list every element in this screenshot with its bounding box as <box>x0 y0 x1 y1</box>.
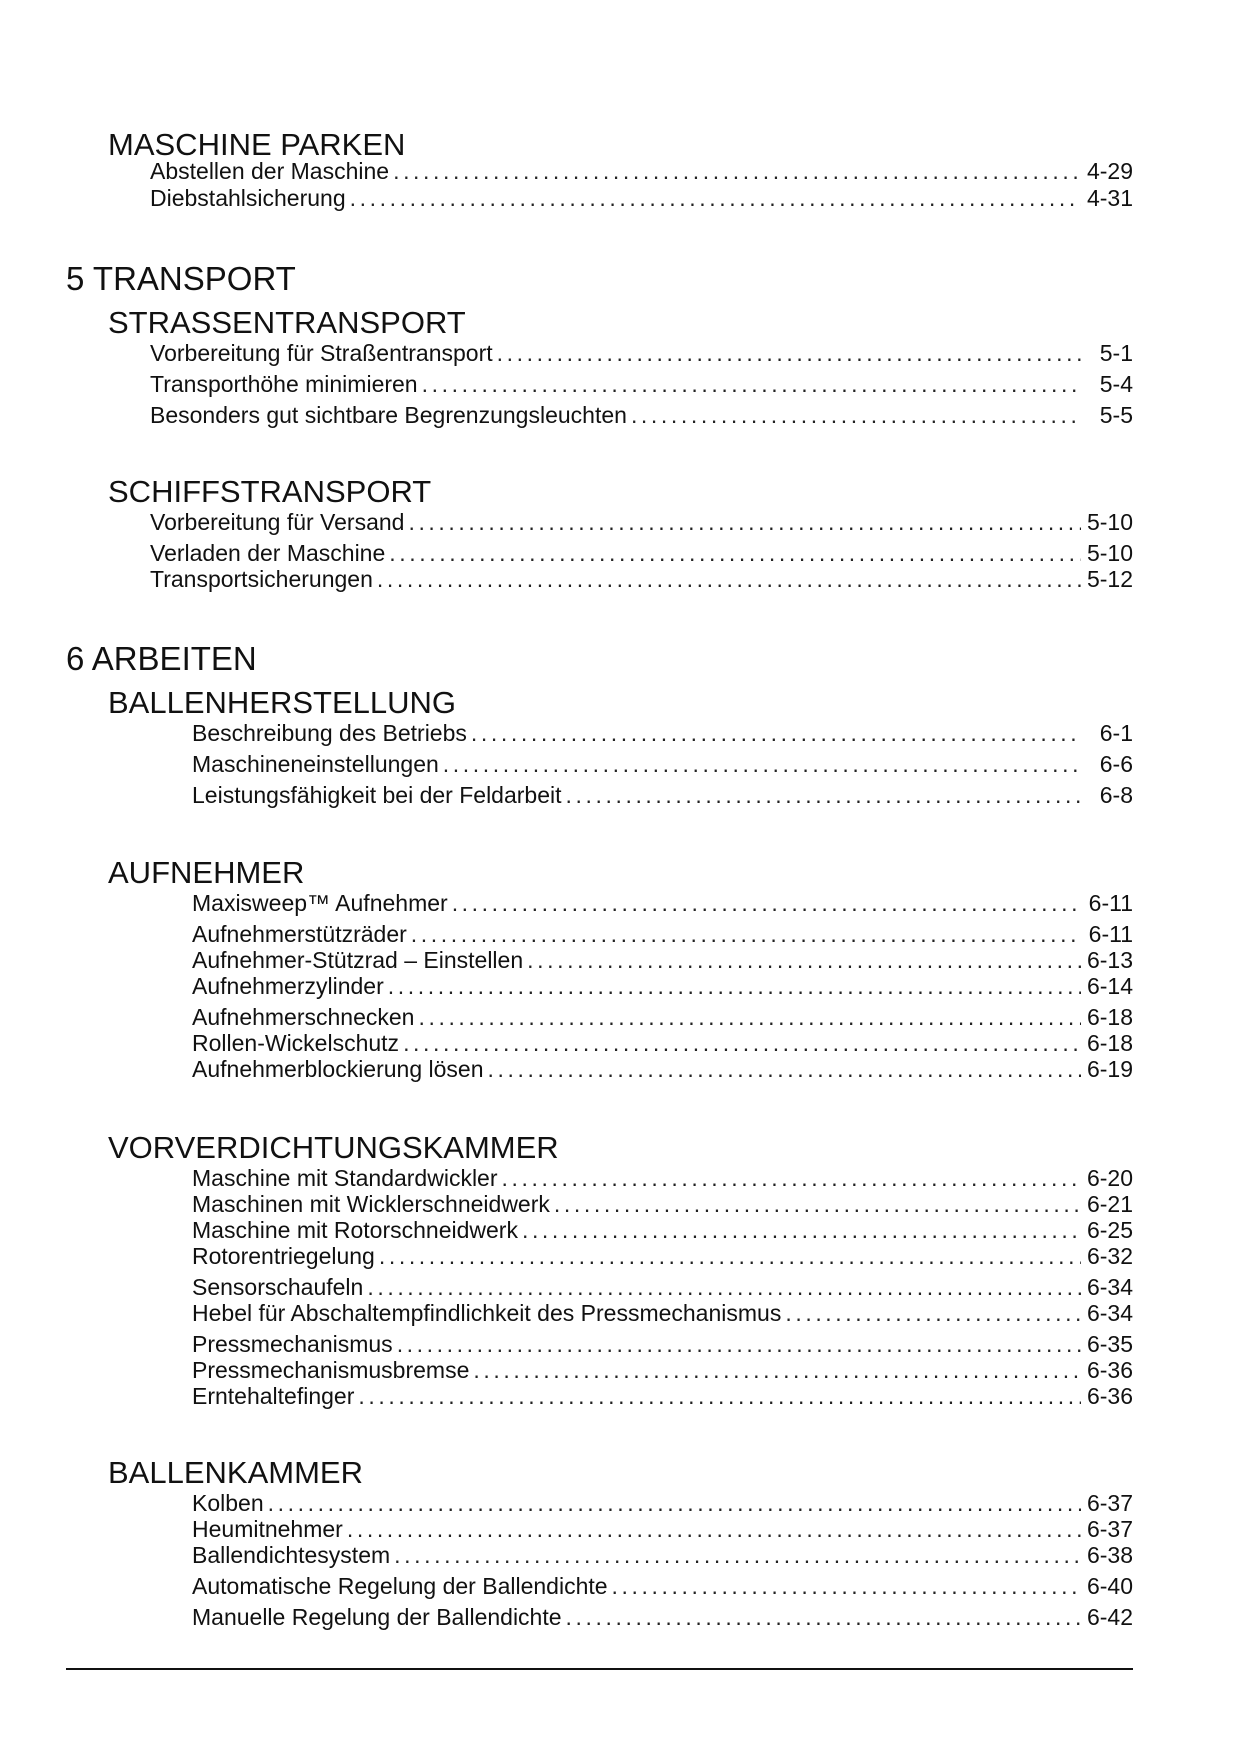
toc-entry-page: 6-19 <box>1086 1056 1133 1082</box>
toc-entry[interactable] <box>192 1604 1133 1630</box>
toc-entry[interactable] <box>192 1217 1133 1243</box>
toc-entry[interactable] <box>192 1331 1133 1357</box>
dot-leader <box>554 1191 1081 1217</box>
toc-entry-page: 6-38 <box>1086 1542 1133 1568</box>
toc-entry-title: Abstellen der Maschine <box>150 158 390 184</box>
toc-entry-title: Beschreibung des Betriebs <box>192 720 467 746</box>
toc-entry-title: Vorbereitung für Versand <box>150 509 405 535</box>
toc-entry-page: 6-11 <box>1088 890 1133 916</box>
dot-leader <box>488 1056 1081 1082</box>
chapter-heading-6: 6 ARBEITEN <box>66 640 257 677</box>
toc-entry-title: Rollen-Wickelschutz <box>192 1030 400 1056</box>
toc-entry[interactable] <box>150 185 1133 211</box>
toc-entry-title: Manuelle Regelung der Ballendichte <box>192 1604 562 1630</box>
toc-entry[interactable] <box>150 402 1133 428</box>
toc-entry-page: 6-20 <box>1086 1165 1133 1191</box>
toc-entry[interactable] <box>192 751 1133 777</box>
toc-entry[interactable] <box>192 947 1133 973</box>
toc-entry-title: Automatische Regelung der Ballendichte <box>192 1573 608 1599</box>
toc-entry-page: 5-5 <box>1099 402 1133 428</box>
toc-entry-page: 6-32 <box>1086 1243 1133 1269</box>
toc-entry-title: Aufnehmerstützräder <box>192 921 407 947</box>
toc-entry-title: Maschine mit Standardwickler <box>192 1165 498 1191</box>
toc-entry-page: 5-12 <box>1086 566 1133 592</box>
toc-entry-title: Transporthöhe minimieren <box>150 371 418 397</box>
toc-entry-page: 6-18 <box>1086 1004 1133 1030</box>
dot-leader <box>377 566 1081 592</box>
dot-leader <box>452 890 1081 916</box>
toc-entry-title: Heumitnehmer <box>192 1516 343 1542</box>
toc-entry-page: 6-37 <box>1086 1516 1133 1542</box>
dot-leader <box>358 1383 1081 1409</box>
toc-entry[interactable] <box>192 890 1133 916</box>
section-heading-ballenherstellung: BALLENHERSTELLUNG <box>108 685 457 720</box>
toc-entry-title: Vorbereitung für Straßentransport <box>150 340 493 366</box>
toc-entry-page: 6-34 <box>1086 1274 1133 1300</box>
toc-entry-page: 6-37 <box>1086 1490 1133 1516</box>
section-heading-schiffstransport: SCHIFFSTRANSPORT <box>108 474 432 509</box>
toc-entry-page: 6-13 <box>1086 947 1133 973</box>
toc-entry-title: Ballendichtesystem <box>192 1542 391 1568</box>
toc-entry[interactable] <box>192 1165 1133 1191</box>
toc-entry[interactable] <box>150 540 1133 566</box>
toc-entry-title: Rotorentriegelung <box>192 1243 375 1269</box>
toc-entry-page: 5-4 <box>1099 371 1133 397</box>
toc-entry-title: Maschine mit Rotorschneidwerk <box>192 1217 518 1243</box>
dot-leader <box>393 158 1081 184</box>
toc-entry-title: Verladen der Maschine <box>150 540 386 566</box>
toc-entry[interactable] <box>150 566 1133 592</box>
toc-entry[interactable] <box>192 1516 1133 1542</box>
toc-entry[interactable] <box>150 158 1133 184</box>
dot-leader <box>379 1243 1081 1269</box>
section-heading-maschine-parken: MASCHINE PARKEN <box>108 127 406 162</box>
toc-entry-page: 6-1 <box>1099 720 1133 746</box>
toc-entry-page: 6-40 <box>1086 1573 1133 1599</box>
toc-entry-title: Transportsicherungen <box>150 566 373 592</box>
section-heading-strassentransport: STRASSENTRANSPORT <box>108 305 466 340</box>
toc-entry-title: Pressmechanismusbremse <box>192 1357 470 1383</box>
toc-entry-title: Pressmechanismus <box>192 1331 393 1357</box>
toc-entry-title: Sensorschaufeln <box>192 1274 364 1300</box>
dot-leader <box>612 1573 1081 1599</box>
toc-entry[interactable] <box>192 1004 1133 1030</box>
dot-leader <box>631 402 1081 428</box>
dot-leader <box>411 921 1081 947</box>
toc-entry-title: Maschineneinstellungen <box>192 751 439 777</box>
toc-entry-page: 6-34 <box>1086 1300 1133 1326</box>
toc-entry[interactable] <box>150 371 1133 397</box>
toc-entry-page: 6-6 <box>1099 751 1133 777</box>
dot-leader <box>408 509 1081 535</box>
dot-leader <box>268 1490 1081 1516</box>
dot-leader <box>471 720 1081 746</box>
dot-leader <box>418 1004 1081 1030</box>
toc-entry-page: 6-11 <box>1088 921 1133 947</box>
section-heading-ballenkammer: BALLENKAMMER <box>108 1455 363 1490</box>
toc-entry[interactable] <box>192 782 1133 808</box>
toc-entry-title: Erntehaltefinger <box>192 1383 355 1409</box>
toc-entry[interactable] <box>192 720 1133 746</box>
toc-entry[interactable] <box>192 1573 1133 1599</box>
toc-entry-page: 6-35 <box>1086 1331 1133 1357</box>
toc-entry-title: Aufnehmerzylinder <box>192 973 384 999</box>
toc-entry[interactable] <box>150 340 1133 366</box>
dot-leader <box>394 1542 1081 1568</box>
toc-entry-title: Aufnehmer-Stützrad – Einstellen <box>192 947 524 973</box>
dot-leader <box>350 185 1081 211</box>
section-heading-aufnehmer: AUFNEHMER <box>108 855 305 890</box>
dot-leader <box>367 1274 1081 1300</box>
toc-entry-title: Maxisweep™ Aufnehmer <box>192 890 448 916</box>
dot-leader <box>403 1030 1081 1056</box>
toc-entry[interactable] <box>192 1191 1133 1217</box>
dot-leader <box>443 751 1081 777</box>
toc-entry-title: Besonders gut sichtbare Begrenzungsleuchten <box>150 402 627 428</box>
dot-leader <box>527 947 1081 973</box>
dot-leader <box>389 540 1081 566</box>
toc-entry[interactable] <box>192 1383 1133 1409</box>
toc-entry-page: 6-21 <box>1086 1191 1133 1217</box>
toc-entry[interactable] <box>192 1300 1133 1326</box>
toc-entry[interactable] <box>192 921 1133 947</box>
dot-leader <box>502 1165 1081 1191</box>
dot-leader <box>473 1357 1081 1383</box>
section-heading-vorverdichtungskammer: VORVERDICHTUNGSKAMMER <box>108 1130 559 1165</box>
toc-entry[interactable] <box>192 1056 1133 1082</box>
dot-leader <box>347 1516 1081 1542</box>
dot-leader <box>497 340 1081 366</box>
dot-leader <box>522 1217 1081 1243</box>
toc-entry-page: 5-10 <box>1086 509 1133 535</box>
dot-leader <box>397 1331 1081 1357</box>
toc-entry[interactable] <box>192 1030 1133 1056</box>
toc-entry-title: Kolben <box>192 1490 264 1516</box>
toc-entry[interactable] <box>150 509 1133 535</box>
toc-entry-page: 4-31 <box>1086 185 1133 211</box>
dot-leader <box>785 1300 1081 1326</box>
toc-entry-title: Aufnehmerschnecken <box>192 1004 415 1030</box>
toc-entry[interactable] <box>192 1490 1133 1516</box>
toc-entry-title: Leistungsfähigkeit bei der Feldarbeit <box>192 782 562 808</box>
toc-entry-title: Aufnehmerblockierung lösen <box>192 1056 484 1082</box>
dot-leader <box>566 782 1081 808</box>
dot-leader <box>566 1604 1081 1630</box>
toc-entry-page: 6-36 <box>1086 1383 1133 1409</box>
footer-rule <box>66 1668 1133 1670</box>
toc-entry[interactable] <box>192 1243 1133 1269</box>
dot-leader <box>388 973 1081 999</box>
toc-entry-title: Maschinen mit Wicklerschneidwerk <box>192 1191 550 1217</box>
toc-entry-page: 5-1 <box>1099 340 1133 366</box>
toc-entry[interactable] <box>192 1357 1133 1383</box>
toc-entry-title: Diebstahlsicherung <box>150 185 346 211</box>
toc-entry-page: 6-8 <box>1099 782 1133 808</box>
toc-entry[interactable] <box>192 973 1133 999</box>
toc-entry-page: 4-29 <box>1086 158 1133 184</box>
toc-entry-page: 6-42 <box>1086 1604 1133 1630</box>
toc-entry-title: Hebel für Abschaltempfindlichkeit des Pressmechanismus <box>192 1300 782 1326</box>
toc-entry-page: 5-10 <box>1086 540 1133 566</box>
toc-entry-page: 6-25 <box>1086 1217 1133 1243</box>
toc-entry-page: 6-18 <box>1086 1030 1133 1056</box>
toc-entry[interactable] <box>192 1274 1133 1300</box>
toc-entry-page: 6-14 <box>1086 973 1133 999</box>
dot-leader <box>422 371 1081 397</box>
chapter-heading-5: 5 TRANSPORT <box>66 260 296 297</box>
toc-entry-page: 6-36 <box>1086 1357 1133 1383</box>
toc-entry[interactable] <box>192 1542 1133 1568</box>
